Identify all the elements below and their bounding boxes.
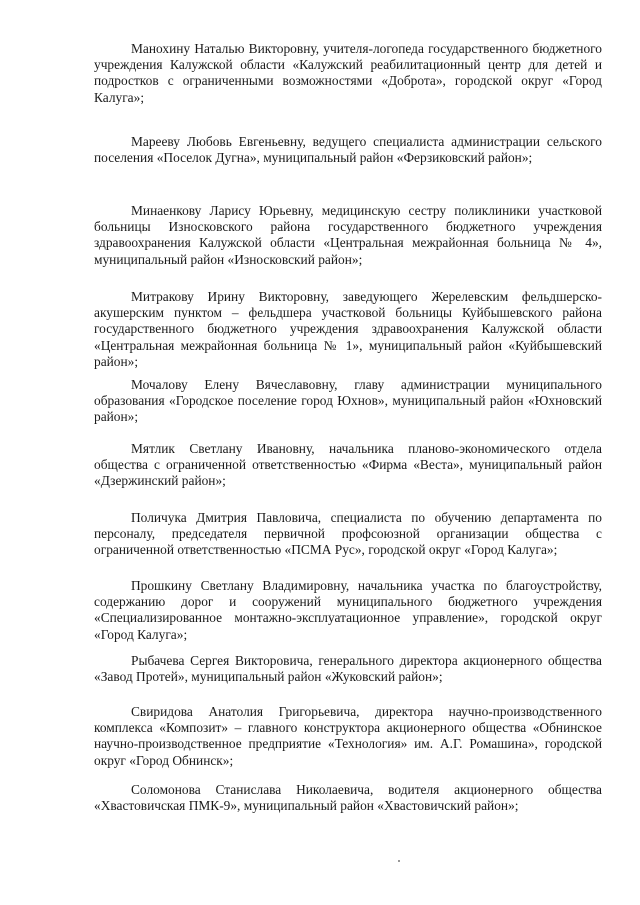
award-paragraph-mareeva: Марееву Любовь Евгеньевну, ведущего специалиста администрации сельского поселения «Поселок Дугна», муниципальный район «Ферзиковский район»; [94,134,602,166]
award-paragraph-mitrakova: Митракову Ирину Викторовну, заведующего Жерелевским фельдшерско-акушерским пунктом – фельдшера участковой больницы Куйбышевского района государственного бюджетного учреждения здравоохранения Калужской области «Центральная межрайонная больница № 1», муниципальный район «Куйбышевский район»; [94,289,602,369]
award-paragraph-manokhina: Манохину Наталью Викторовну, учителя-логопеда государственного бюджетного учреждения Калужской области «Калужский реабилитационный центр для детей и подростков с ограниченными возможностями «Доброта», городской округ «Город Калуга»; [94,41,602,105]
award-paragraph-rybachev: Рыбачева Сергея Викторовича, генерального директора акционерного общества «Завод Протей», муниципальный район «Жуковский район»; [94,653,602,685]
award-paragraph-solomonov: Соломонова Станислава Николаевича, водителя акционерного общества «Хвастовичская ПМК-9», муниципальный район «Хвастовичский район»; [94,782,602,814]
award-paragraph-mochalova: Мочалову Елену Вячеславовну, главу администрации муниципального образования «Городское поселение город Юхнов», муниципальный район «Юхновский район»; [94,377,602,425]
award-paragraph-proshkina: Прошкину Светлану Владимировну, начальника участка по благоустройству, содержанию дорог и сооружений муниципального бюджетного учреждения «Специализированное монтажно-эксплуатационное управление», городской округ «Город Калуга»; [94,578,602,642]
scan-speck [398,860,400,862]
award-paragraph-myatlik: Мятлик Светлану Ивановну, начальника планово-экономического отдела общества с ограниченной ответственностью «Фирма «Веста», муниципальный район «Дзержинский район»; [94,441,602,489]
award-paragraph-minaenkova: Минаенкову Ларису Юрьевну, медицинскую сестру поликлиники участковой больницы Износковского района государственного бюджетного учреждения здравоохранения Калужской области «Центральная межрайонная больница № 4», муниципальный район «Износковский район»; [94,203,602,267]
award-paragraph-polichuk: Поличука Дмитрия Павловича, специалиста по обучению департамента по персоналу, председателя первичной профсоюзной организации общества с ограниченной ответственностью «ПСМА Рус», городской округ «Город Калуга»; [94,510,602,558]
award-paragraph-sviridov: Свиридова Анатолия Григорьевича, директора научно-производственного комплекса «Композит» – главного конструктора акционерного общества «Обнинское научно-производственное предприятие «Технология» им. А.Г. Ромашина», городской округ «Город Обнинск»; [94,704,602,768]
